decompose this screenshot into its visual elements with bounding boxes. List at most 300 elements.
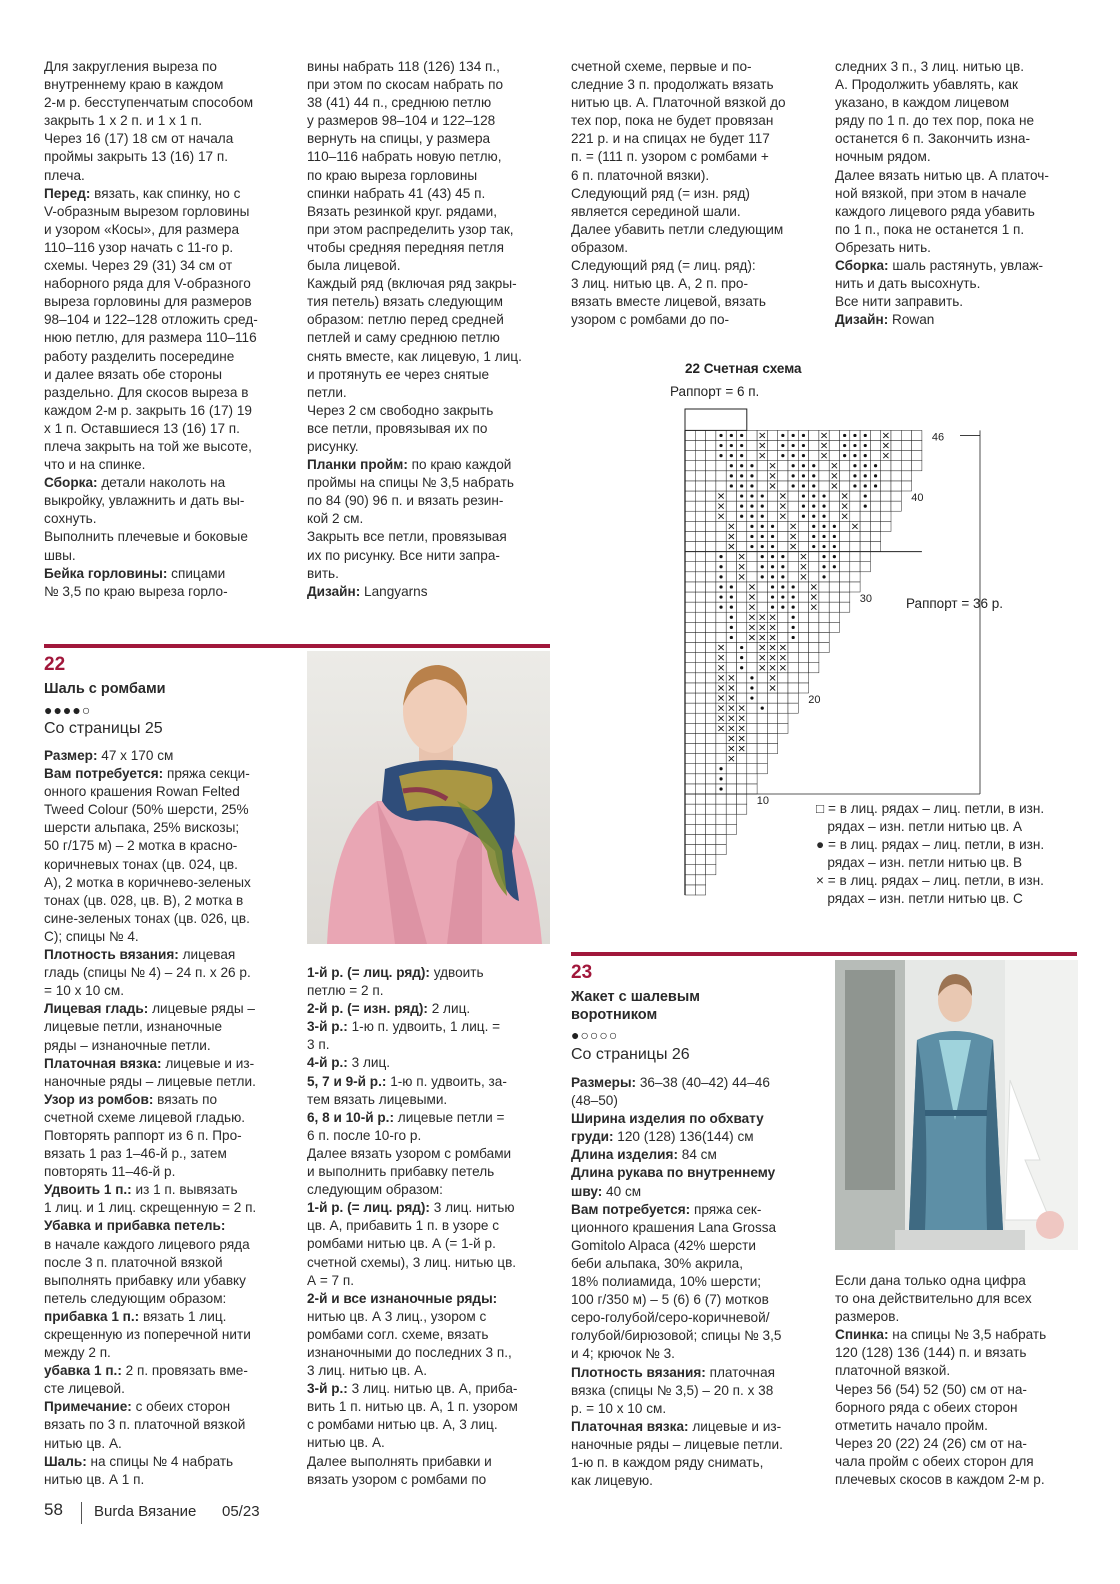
chart-dot	[771, 606, 774, 609]
chart-dot	[750, 676, 753, 679]
chart-cell	[685, 885, 695, 895]
chart-cell	[829, 592, 839, 602]
chart-cell	[695, 713, 705, 723]
chart-cell	[798, 542, 808, 552]
chart-cell	[685, 430, 695, 440]
chart-dot	[792, 606, 795, 609]
chart-cell	[685, 441, 695, 451]
chart-dot	[812, 494, 815, 497]
chart-dot	[822, 555, 825, 558]
chart-dot	[761, 555, 764, 558]
chart-cell	[685, 612, 695, 622]
chart-cell	[695, 430, 705, 440]
chart-cell	[850, 491, 860, 501]
chart-dot	[781, 575, 784, 578]
chart-cell	[716, 814, 726, 824]
text-column	[44, 58, 290, 601]
chart-cell	[685, 552, 695, 562]
chart-cell	[685, 632, 695, 642]
chart-dot	[802, 444, 805, 447]
chart-dot	[812, 484, 815, 487]
chart-dot	[822, 525, 825, 528]
chart-cell	[757, 582, 767, 592]
paragraph	[44, 1091, 290, 1181]
text-column	[571, 58, 817, 329]
paragraph-text: 3 лиц.	[347, 1055, 391, 1071]
chart-cell	[757, 481, 767, 491]
chart-dot	[719, 444, 722, 447]
chart-cell	[695, 612, 705, 622]
chart-cell	[726, 643, 736, 653]
chart-cell	[767, 511, 777, 521]
chart-cell	[726, 562, 736, 572]
chart-cell	[706, 744, 716, 754]
chart-dot	[822, 494, 825, 497]
chart-dot	[802, 434, 805, 437]
paragraph	[307, 964, 553, 1000]
chart-cell	[747, 653, 757, 663]
paragraph	[44, 185, 290, 475]
chart-dot	[802, 515, 805, 518]
legend-entry	[816, 836, 1044, 872]
chart-cell	[747, 723, 757, 733]
chart-dot	[771, 555, 774, 558]
paragraph-text: лицевые и из- наночные ряды – лицевые петли. 1-ю п. в каждом ряду снимать, как лицевую.	[571, 1418, 783, 1489]
chart-cell	[706, 501, 716, 511]
chart-cell	[788, 693, 798, 703]
chart-dot	[730, 464, 733, 467]
chart-cell	[840, 552, 850, 562]
chart-dot	[761, 525, 764, 528]
chart-dot	[719, 454, 722, 457]
chart-cell	[737, 774, 747, 784]
chart-dot	[740, 434, 743, 437]
paragraph-heading: Лицевая гладь:	[44, 1001, 149, 1017]
see-page-link[interactable]: Со страницы 25	[44, 720, 163, 737]
chart-cell	[757, 602, 767, 612]
chart-cell	[870, 501, 880, 511]
chart-dot	[833, 565, 836, 568]
chart-dot	[792, 595, 795, 598]
chart-cell	[695, 632, 705, 642]
chart-dot	[822, 535, 825, 538]
chart-dot	[853, 464, 856, 467]
chart-cell	[798, 683, 808, 693]
chart-cell	[706, 542, 716, 552]
chart-cell	[747, 733, 757, 743]
chart-cell	[706, 794, 716, 804]
paragraph-heading: Платочная вязка:	[571, 1418, 689, 1434]
chart-cell	[726, 572, 736, 582]
paragraph-text: 47 х 170 см	[97, 748, 174, 763]
page-number: 58	[44, 1500, 63, 1519]
chart-cell	[840, 562, 850, 572]
chart-dot	[812, 545, 815, 548]
chart-cell	[695, 622, 705, 632]
paragraph-heading: Платочная вязка:	[44, 1055, 162, 1071]
chart-cell	[706, 814, 716, 824]
paragraph	[307, 583, 553, 601]
chart-cell	[747, 430, 757, 440]
chart-cell	[809, 612, 819, 622]
chart-cell	[706, 481, 716, 491]
chart-dot	[792, 474, 795, 477]
chart-cell	[788, 572, 798, 582]
chart-cell	[819, 582, 829, 592]
chart-cell	[901, 461, 911, 471]
paragraph	[571, 1364, 817, 1418]
chart-dot	[781, 565, 784, 568]
chart-cell	[767, 451, 777, 461]
paragraph	[44, 1308, 290, 1362]
chart-cell	[747, 784, 757, 794]
chart-dot	[750, 686, 753, 689]
difficulty-rating: ●○○○○	[571, 1027, 619, 1043]
chart-cell	[881, 461, 891, 471]
see-page-link[interactable]: Со страницы 26	[571, 1046, 690, 1063]
chart-cell	[706, 764, 716, 774]
paragraph-text: в начале каждого лицевого ряда после 3 п. платочной вязкой выполнять прибавку или убавку петель следующим образом:	[44, 1236, 250, 1306]
paragraph-text: вины набрать 118 (126) 134 п., при этом по скосам набрать по 38 (41) 44 п., среднюю петлю у размеров 98–104 и 122–128 вернуть на спицы, у размера 110–116 набрать новую петлю, по краю выреза горловины спинки набрать 41 (43) 45 п. Вязать резинкой круг. рядами, при этом распределить узор так, чтобы средняя передняя петля была лицевой. Каждый ряд (включая ряд закры- тия петель) вязать следующим образом: петлю перед средней петлей и саму среднюю петлю снять вместе, как лицевую, 1 лиц. и протянуть ее через снятые петли. Через 2 см свободно закрыть все петли, провязывая их по рисунку.	[307, 59, 522, 454]
paragraph	[571, 1201, 817, 1364]
paragraph-text: нитью цв. А 3 лиц., узором с ромбами согл. схеме, вязать изнаночными до последних 3 п., 3 лиц. нитью цв. А.	[307, 1308, 512, 1379]
paragraph	[835, 311, 1081, 329]
chart-cell	[809, 572, 819, 582]
chart-cell	[685, 784, 695, 794]
chart-cell	[870, 531, 880, 541]
chart-dot	[719, 434, 722, 437]
chart-cell	[747, 764, 757, 774]
chart-dot	[761, 494, 764, 497]
chart-cell	[819, 481, 829, 491]
chart-cell	[706, 673, 716, 683]
text-column	[44, 747, 290, 1489]
chart-cell	[788, 501, 798, 511]
chart-cell	[778, 723, 788, 733]
chart-cell	[685, 804, 695, 814]
chart-cell	[798, 602, 808, 612]
chart-cell	[685, 774, 695, 784]
chart-cell	[860, 552, 870, 562]
chart-cell	[685, 875, 695, 885]
chart-dot	[719, 585, 722, 588]
chart-legend	[816, 800, 1044, 909]
chart-cell	[706, 865, 716, 875]
chart-cell	[706, 430, 716, 440]
paragraph-text: вязать, как спинку, но с V-образным вырезом горловины и узором «Косы», для размера 110–116 узор начать с 11-го р. схемы. Через 29 (31) 34 см от наборного ряда для V-образного выреза горловины для размеров 98–104 и 122–128 отложить сред- нюю петлю, для размера 110–116 работу разделить посередине и далее вязать обе стороны раздельно. Для скосов выреза в каждом 2-м р. закрыть 16 (17) 19 х 1 п. Оставшиеся 13 (16) 17 п. плеча закрыть на той же высоте, что и на спинке.	[44, 185, 258, 473]
section-title: Жакет с шалевым воротником	[571, 989, 700, 1023]
chart-cell	[737, 612, 747, 622]
chart-dot	[761, 545, 764, 548]
paragraph-heading: Размеры:	[571, 1075, 637, 1090]
chart-cell	[829, 441, 839, 451]
chart-dot	[781, 444, 784, 447]
chart-dot	[730, 616, 733, 619]
text-column	[571, 1074, 817, 1490]
chart-cell	[685, 451, 695, 461]
chart-dot	[802, 454, 805, 457]
chart-cell	[829, 582, 839, 592]
chart-cell	[706, 491, 716, 501]
chart-dot	[864, 464, 867, 467]
chart-dot	[750, 494, 753, 497]
chart-dot	[730, 585, 733, 588]
chart-cell	[685, 592, 695, 602]
chart-cell	[695, 461, 705, 471]
chart-cell	[685, 824, 695, 834]
paragraph-heading: Планки пройм:	[307, 457, 408, 473]
chart-cell	[788, 683, 798, 693]
chart-dot	[792, 585, 795, 588]
chart-cell	[788, 562, 798, 572]
chart-dot	[802, 464, 805, 467]
paragraph-heading: 2-й и все изнаночные ряды:	[307, 1290, 498, 1306]
chart-cell	[778, 481, 788, 491]
chart-dot	[822, 515, 825, 518]
paragraph-heading: Плотность вязания:	[44, 947, 179, 963]
chart-cell	[685, 491, 695, 501]
chart-cell	[695, 471, 705, 481]
chart-cell	[695, 643, 705, 653]
paragraph	[44, 765, 290, 946]
chart-cell	[737, 804, 747, 814]
chart-cell	[737, 622, 747, 632]
chart-dot	[792, 616, 795, 619]
chart-cell	[685, 653, 695, 663]
paragraph	[307, 1073, 553, 1109]
chart-cell	[819, 643, 829, 653]
rapport-stitches-label: Раппорт = 6 п.	[670, 384, 760, 399]
paragraph-heading: Длина рукава по внутреннему шву:	[571, 1165, 776, 1199]
chart-cell	[850, 552, 860, 562]
chart-cell	[726, 804, 736, 814]
chart-cell	[778, 632, 788, 642]
chart-cell	[706, 693, 716, 703]
chart-cell	[798, 643, 808, 653]
chart-cell	[870, 451, 880, 461]
chart-cell	[716, 632, 726, 642]
chart-cell	[778, 713, 788, 723]
paragraph-heading: 3-й р.:	[307, 1019, 348, 1035]
chart-dot	[761, 575, 764, 578]
chart-cell	[716, 754, 726, 764]
paragraph	[44, 1055, 290, 1091]
chart-cell	[685, 845, 695, 855]
chart-dot	[822, 545, 825, 548]
chart-dot	[874, 484, 877, 487]
chart-cell	[695, 491, 705, 501]
chart-dot	[719, 606, 722, 609]
paragraph-text: платочная вязка (спицы № 3,5) – 20 п. х 38 р. = 10 х 10 см.	[571, 1364, 775, 1416]
chart-dot	[750, 545, 753, 548]
chart-cell	[685, 572, 695, 582]
chart-cell	[695, 794, 705, 804]
chart-cell	[757, 754, 767, 764]
chart-row-label: 30	[859, 593, 873, 606]
chart-cell	[737, 784, 747, 794]
difficulty-rating: ●●●●○	[44, 702, 92, 718]
section-rule	[571, 952, 1077, 956]
chart-cell	[778, 612, 788, 622]
chart-cell	[891, 441, 901, 451]
paragraph-heading: 3-й р.:	[307, 1381, 348, 1397]
paragraph-heading: Длина изделия:	[571, 1147, 678, 1163]
chart-cell	[685, 814, 695, 824]
chart-dot	[822, 565, 825, 568]
paragraph-heading: 1-й р. (= лиц. ряд):	[307, 1200, 430, 1216]
chart-cell	[685, 582, 695, 592]
section-number: 22	[44, 654, 66, 675]
chart-dot	[822, 575, 825, 578]
chart-cell	[881, 471, 891, 481]
chart-cell	[695, 744, 705, 754]
chart-dot	[864, 444, 867, 447]
paragraph-heading: Дизайн:	[835, 312, 889, 328]
chart-cell	[788, 703, 798, 713]
chart-dot	[719, 595, 722, 598]
chart-cell	[706, 834, 716, 844]
chart-cell	[695, 814, 705, 824]
chart-cell	[809, 562, 819, 572]
chart-cell	[788, 552, 798, 562]
paragraph-heading: прибавка 1 п.:	[44, 1308, 140, 1324]
paragraph-heading: Примечание:	[44, 1399, 132, 1415]
chart-cell	[850, 501, 860, 511]
chart-cell	[695, 703, 705, 713]
chart-cell	[757, 713, 767, 723]
chart-cell	[912, 441, 922, 451]
paragraph-heading: Дизайн:	[307, 583, 361, 599]
paragraph	[571, 1146, 817, 1164]
chart-dot	[864, 434, 867, 437]
chart-cell	[695, 602, 705, 612]
chart-cell	[850, 582, 860, 592]
chart-cell	[850, 572, 860, 582]
chart-cell	[737, 531, 747, 541]
model-photo-jacket	[835, 960, 1078, 1250]
chart-cell	[685, 673, 695, 683]
paragraph	[44, 1000, 290, 1054]
chart-cell	[881, 511, 891, 521]
paragraph-text: пряжа сек- ционного крашения Lana Grossa Gomitolo Alpaca (42% шерсти беби альпака, 30% акрила, 18% полиамида, 10% шерсти; 100 г/350 м) – 5 (6) 6 (7) мотков серо-голубой/серо-коричневой/ голубой/бирюзовой; спицы № 3,5 и 4; крючок № 3.	[571, 1201, 782, 1362]
chart-cell	[747, 774, 757, 784]
chart-cell	[695, 582, 705, 592]
chart-cell	[870, 491, 880, 501]
chart-cell	[685, 501, 695, 511]
chart-dot	[792, 626, 795, 629]
chart-cell	[891, 481, 901, 491]
chart-title: 22 Счетная схема	[685, 361, 802, 376]
chart-cell	[809, 643, 819, 653]
chart-dot	[740, 464, 743, 467]
chart-dot	[833, 525, 836, 528]
chart-cell	[829, 501, 839, 511]
chart-cell	[912, 461, 922, 471]
paragraph	[307, 1109, 553, 1199]
chart-dot	[874, 474, 877, 477]
chart-cell	[695, 451, 705, 461]
chart-cell	[737, 521, 747, 531]
chart-cell	[726, 653, 736, 663]
footer-divider	[81, 1502, 82, 1524]
chart-dot	[730, 606, 733, 609]
paragraph	[44, 1362, 290, 1398]
text-column	[307, 964, 553, 1489]
chart-cell	[695, 764, 705, 774]
chart-cell	[737, 602, 747, 612]
chart-cell	[706, 774, 716, 784]
chart-dot	[843, 454, 846, 457]
chart-dot	[812, 464, 815, 467]
chart-dot	[833, 555, 836, 558]
chart-cell	[778, 471, 788, 481]
paragraph-heading: 4-й р.:	[307, 1055, 348, 1071]
chart-cell	[706, 754, 716, 764]
chart-cell	[716, 481, 726, 491]
chart-cell	[685, 744, 695, 754]
chart-cell	[716, 744, 726, 754]
chart-cell	[695, 804, 705, 814]
chart-dot	[740, 505, 743, 508]
chart-cell	[716, 794, 726, 804]
chart-cell	[747, 451, 757, 461]
chart-dot	[864, 454, 867, 457]
chart-dot	[740, 444, 743, 447]
paragraph-text: на спицы № 3,5 набрать 120 (128) 136 (144) п. и вязать платочной вязкой. Через 56 (54) 52 (50) см от на- борного ряда с обеих сторон отметить начало пройм. Через 20 (22) 24 (26) см от на- чала пройм с обеих сторон для плечевых скосов в каждом 2-м р.	[835, 1327, 1047, 1488]
chart-dot	[864, 484, 867, 487]
chart-dot	[719, 767, 722, 770]
chart-cell	[695, 784, 705, 794]
chart-cell	[819, 622, 829, 632]
chart-dot	[792, 484, 795, 487]
chart-cell	[767, 733, 777, 743]
paragraph-text: 3 лиц. нитью цв. А, приба- вить 1 п. нитью цв. А, 1 п. узором с ромбами нитью цв. А, 3 лиц. нитью цв. А. Далее выполнять прибавки и вязать узором с ромбами по	[307, 1381, 518, 1487]
chart-cell	[706, 683, 716, 693]
chart-cell	[706, 531, 716, 541]
chart-cell	[798, 632, 808, 642]
paragraph-text: 36–38 (40–42) 44–46 (48–50)	[571, 1075, 770, 1109]
text-column	[835, 58, 1081, 329]
chart-cell	[685, 481, 695, 491]
chart-cell	[695, 511, 705, 521]
chart-cell	[685, 754, 695, 764]
chart-dot	[730, 444, 733, 447]
paragraph	[307, 1199, 553, 1289]
chart-cell	[695, 774, 705, 784]
paragraph	[307, 1380, 553, 1489]
chart-cell	[737, 693, 747, 703]
paragraph-text: лицевые петли = 6 п. после 10-го р. Далее вязать узором с ромбами и выполнить прибавку петель следующим образом:	[307, 1109, 512, 1198]
chart-dot	[802, 484, 805, 487]
chart-cell	[695, 673, 705, 683]
chart-cell	[829, 511, 839, 521]
chart-dot	[740, 474, 743, 477]
chart-cell	[767, 703, 777, 713]
paragraph-text: 3 лиц. нитью цв. А, прибавить 1 п. в узоре с ромбами нитью цв. А (= 1-й р. счетной схемы), 3 лиц. нитью цв. А = 7 п.	[307, 1200, 517, 1288]
chart-cell	[747, 663, 757, 673]
chart-dot	[792, 636, 795, 639]
chart-cell	[778, 703, 788, 713]
chart-cell	[819, 592, 829, 602]
chart-cell	[695, 693, 705, 703]
chart-dot	[864, 505, 867, 508]
chart-cell	[747, 643, 757, 653]
chart-dot	[761, 707, 764, 710]
chart-cell	[850, 562, 860, 572]
chart-dot	[750, 484, 753, 487]
paragraph	[307, 1000, 553, 1018]
paragraph-text: следних 3 п., 3 лиц. нитью цв. А. Продолжить убавлять, как указано, в каждом лицевом ряду по 1 п. до тех пор, пока не останется 6 п. Закончить изна- ночным рядом. Далее вязать нитью цв. А платоч- ной вязкой, при этом в начале каждого лицевого ряда убавить по 1 п., пока не останется 1 п. Обрезать нить.	[835, 59, 1049, 255]
